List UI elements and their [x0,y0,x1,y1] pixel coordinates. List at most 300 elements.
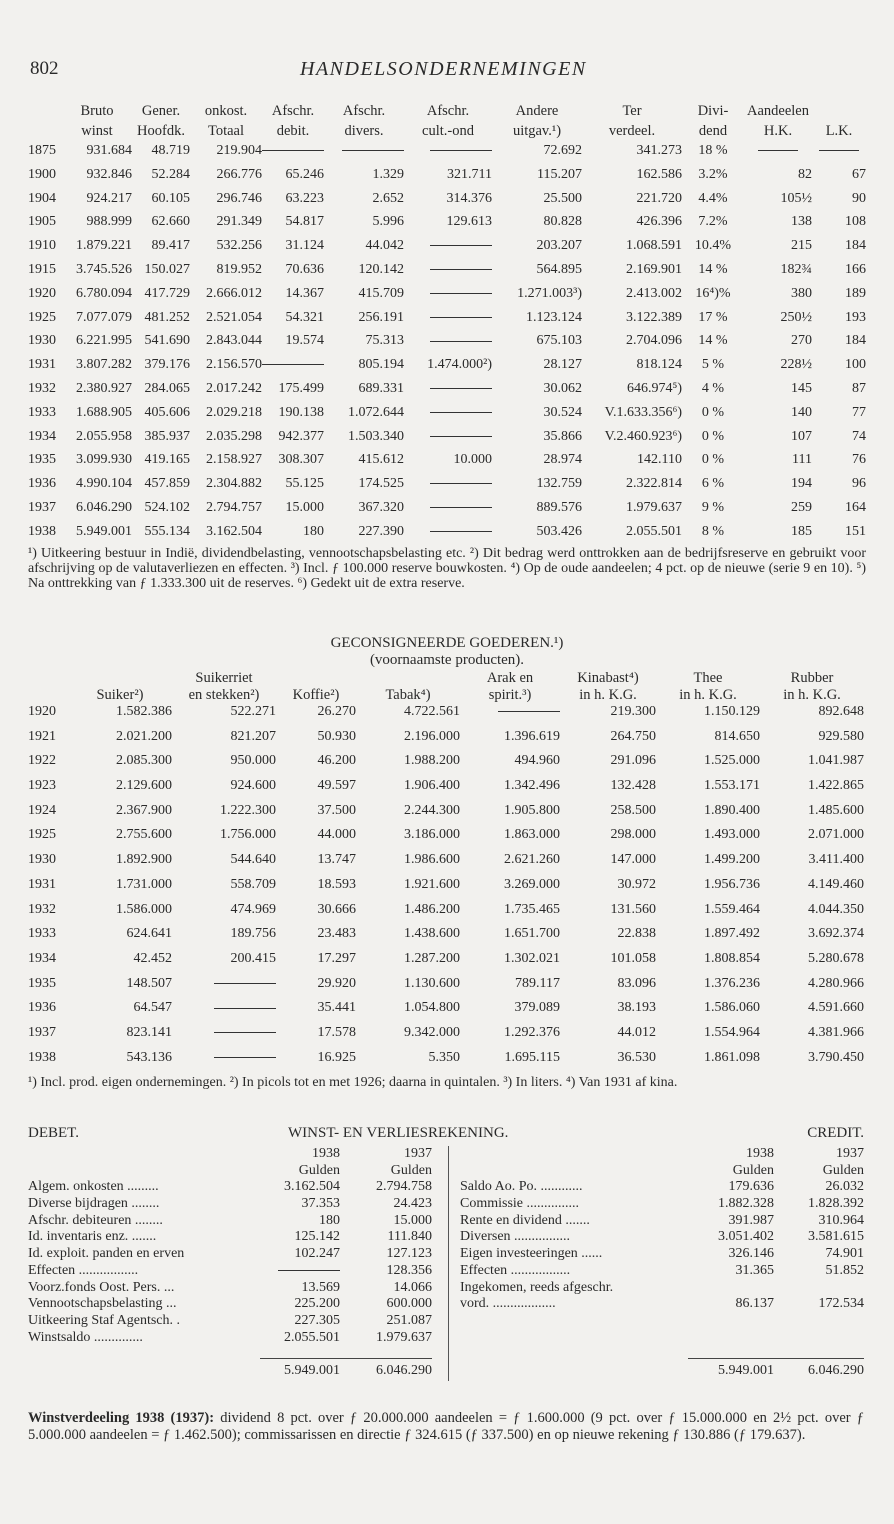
debet-amount-1938: 13.569 [301,1279,340,1295]
table-cell: 532.256 [216,238,262,254]
table-cell: 821.207 [230,728,276,744]
table-cell: 1.503.340 [348,428,404,444]
dash-rule [430,269,492,270]
column-header: Thee [693,670,723,686]
column-header: en stekken²) [188,687,260,703]
debet-item-label: Afschr. debiteuren ........ [28,1212,163,1228]
table-cell: 9 % [701,499,725,515]
table-cell: 2.085.300 [116,753,172,769]
spacer-cell [432,1296,460,1313]
table-cell: 2.704.096 [626,333,682,349]
table-row [28,852,864,877]
table-row [28,405,866,429]
credit-item-label: Commissie ............... [460,1196,580,1212]
table-cell [404,238,492,262]
dash-rule [430,293,492,294]
column-header: Kinabast⁴) [577,670,639,686]
table-cell: 151 [845,523,866,539]
table-cell: 3.2% [698,166,728,182]
table-cell: 258.500 [610,802,656,818]
table-row [28,926,864,951]
column-header: Gener. [141,103,181,119]
table-cell: 924.217 [86,190,132,206]
year-cell: 1920 [28,704,56,719]
table-row [28,1213,864,1230]
table-cell: 2.794.757 [206,499,262,515]
spacer-cell [460,1359,688,1380]
table-cell: 115.207 [537,166,582,182]
table-cell: 823.141 [126,1024,172,1040]
year-header: 1937 [836,1146,864,1161]
table-cell: 481.252 [144,309,190,325]
column-header: in h. K.G. [679,687,737,703]
debet-amount-1938: 227.305 [294,1312,340,1328]
debet-item-label: Diverse bijdragen ........ [28,1196,160,1212]
table-cell: 415.709 [358,285,404,301]
table-cell: 1.329 [372,166,404,182]
table-cell: 6.046.290 [76,499,132,515]
credit-item-label: Saldo Ao. Po. ............ [460,1179,583,1195]
table-cell: 291.096 [610,753,656,769]
consigned-goods-footnotes [28,1075,866,1090]
table-cell: 189 [845,285,866,301]
table-cell: 145 [791,380,812,396]
spacer-cell [28,1163,260,1180]
table-row [28,729,864,754]
table-cell: 17 % [698,309,728,325]
table-cell: 105½ [780,190,812,206]
table-cell: 789.117 [515,975,560,991]
credit-amount-1938: 179.636 [728,1179,774,1195]
table-cell: 1.879.221 [76,238,132,254]
dash-rule [214,1032,276,1033]
table-cell: 31.124 [285,238,324,254]
table-cell: 1.554.964 [704,1024,760,1040]
dash-rule [262,364,324,365]
debet-item-label: Algem. onkosten ......... [28,1179,159,1195]
table-cell: 4.280.966 [808,975,864,991]
credit-amount-1938: 86.137 [735,1296,774,1312]
table-cell: 558.709 [230,876,276,892]
year-cell: 1915 [28,261,56,277]
table-cell: 23.483 [317,926,356,942]
table-cell: 1.474.000²) [427,357,492,373]
table-cell: 50.930 [317,728,356,744]
column-header [812,103,866,123]
table-cell: 2.244.300 [404,802,460,818]
table-cell: 892.648 [818,704,864,719]
table-cell [172,1000,276,1025]
unit-header: Gulden [732,1162,774,1178]
debet-label: DEBET. [28,1125,79,1141]
table-cell: 544.640 [230,852,276,868]
table-cell: 1.586.060 [704,1000,760,1016]
debet-item-label: Vennootschapsbelasting ... [28,1296,177,1312]
table-cell: 1.586.000 [116,901,172,917]
table-cell: 1.905.800 [504,802,560,818]
table-row [28,778,864,803]
table-cell: 379.176 [144,357,190,373]
profit-loss-header [28,1125,864,1145]
table-cell: 44.012 [617,1024,656,1040]
header-row [28,670,864,687]
table-row [28,191,866,215]
debet-item-label: Uitkeering Staf Agentsch. . [28,1312,181,1328]
table-row [28,704,864,729]
table-cell [172,1025,276,1050]
table-cell: 67 [852,166,866,182]
table-row [28,238,866,262]
table-cell: 3.790.450 [808,1049,864,1065]
year-cell: 1933 [28,926,56,942]
credit-item-label: vord. .................. [460,1296,556,1312]
table-cell: 14 % [698,261,728,277]
spacer-cell [432,1280,460,1297]
table-cell: 80.828 [543,214,582,230]
spacer-cell [432,1359,460,1380]
table-cell: 4.990.104 [76,476,132,492]
table-cell [404,310,492,334]
spacer-cell [432,1213,460,1230]
table-cell [404,333,492,357]
table-row [28,1263,864,1280]
table-row [28,524,866,548]
spacer-cell [432,1313,460,1330]
table-cell: 522.271 [230,704,276,719]
table-cell: 1.986.600 [404,852,460,868]
debet-amount-1937: 251.087 [386,1312,432,1328]
table-cell: 3.411.400 [808,852,864,868]
table-cell: 30.972 [617,876,656,892]
credit-item-label: Effecten ................. [460,1262,571,1278]
table-cell [460,704,560,729]
debet-amount-1937: 600.000 [386,1296,432,1312]
table-cell: 1.438.600 [404,926,460,942]
table-cell: 1.735.465 [504,901,560,917]
year-header: 1937 [404,1146,432,1161]
unit-header: Gulden [298,1162,340,1178]
table-cell: 129.613 [446,214,492,230]
table-row [28,476,866,500]
table-cell: 270 [791,333,812,349]
table-cell: 30.666 [317,901,356,917]
column-header: Divi- [697,103,729,119]
profit-distribution [28,1410,864,1444]
column-header: uitgav.¹) [512,123,562,139]
table-cell: 457.859 [144,476,190,492]
table-cell: 2.621.260 [504,852,560,868]
table-cell: 250½ [780,309,812,325]
credit-amount-1938: 3.051.402 [718,1229,774,1245]
credit-amount-1937: 74.901 [825,1246,864,1262]
table-cell: 1.979.637 [626,499,682,515]
table-cell: 162.586 [636,166,682,182]
table-cell: 82 [798,166,812,182]
column-header: verdeel. [608,123,656,139]
year-cell: 1923 [28,778,56,794]
table-cell: 14.367 [285,285,324,301]
table-cell: 1.695.115 [504,1049,560,1065]
table-cell: 543.136 [126,1049,172,1065]
table-cell: 4.149.460 [808,876,864,892]
year-cell: 1920 [28,285,56,301]
debet-amount-1937: 2.794.758 [376,1179,432,1195]
credit-amount-1938: 1.882.328 [718,1196,774,1212]
table-cell: 426.396 [636,214,682,230]
table-cell: 555.134 [144,523,190,539]
dash-rule [430,341,492,342]
table-cell: 298.000 [610,827,656,843]
year-header: 1938 [312,1146,340,1161]
year-cell: 1931 [28,876,56,892]
table-cell: 4.722.561 [404,704,460,719]
credit-amount-1937: 310.964 [818,1212,864,1228]
debet-amount-1937: 128.356 [386,1262,432,1278]
table-cell: 284.065 [144,380,190,396]
column-header: Rubber [790,670,834,686]
year-cell: 1930 [28,333,56,349]
table-cell: 3.186.000 [404,827,460,843]
table-cell: 7.077.079 [76,309,132,325]
table-cell: 6.780.094 [76,285,132,301]
table-cell: 988.999 [86,214,132,230]
table-cell: 3.099.930 [76,452,132,468]
table-row [28,1196,864,1213]
table-cell: 646.974⁵) [626,380,682,396]
table-cell: 417.729 [144,285,190,301]
table-cell: 180 [303,523,324,539]
debet-item-label: Winstsaldo .............. [28,1329,143,1345]
table-row [28,1246,864,1263]
column-header: spirit.³) [488,687,532,703]
table-cell: 385.937 [144,428,190,444]
table-cell: 6 % [701,476,725,492]
column-header [28,670,68,687]
table-cell: 1.130.600 [404,975,460,991]
table-cell: 44.042 [365,238,404,254]
table-cell: 1.302.021 [504,950,560,966]
table-cell: 138 [791,214,812,230]
table-cell: 0 % [701,404,725,420]
table-cell: 60.105 [151,190,190,206]
table-cell: 75.313 [365,333,404,349]
table-cell: 28.974 [543,452,582,468]
footnote: ¹) Uitkeering bestuur in Indië, dividendbelasting, vennootschapsbelasting etc. ²) Dit bedrag werd onttrokken aan de bedrijfsreserve en gebruikt voor afschrijving op de valutaverliezen en effecten. ³) Incl. ƒ 100.000 reserve bouwkosten. ⁴) Op de oude aandeelen; 4 pct. op de nieuwe (serie 9 en 10). ⁵) Na onttrekking van ƒ 1.333.300 uit de reserves. ⁶) Gedekt uit de extra reserve. [28,546,866,591]
table-cell: 2.413.002 [626,285,682,301]
table-row [28,1163,864,1180]
table-cell: 1.222.300 [220,802,276,818]
credit-amount-1938: 326.146 [728,1246,774,1262]
table-cell: 3.745.526 [76,261,132,277]
table-cell: 175.499 [278,380,324,396]
column-header [276,670,356,687]
year-cell: 1936 [28,1000,56,1016]
debet-amount-1938: 225.200 [294,1296,340,1312]
spacer-cell [432,1179,460,1196]
table-row [28,1296,864,1313]
table-cell: 924.600 [230,778,276,794]
table-row [28,902,864,927]
credit-amount-1937 [774,1280,864,1297]
profit-loss-table [28,1146,864,1380]
table-cell [262,143,324,167]
consigned-goods-title: GECONSIGNEERDE GOEDEREN.¹) [330,635,564,651]
table-cell: 2.322.814 [626,476,682,492]
table-cell: 314.376 [446,190,492,206]
table-cell: 675.103 [536,333,582,349]
table-cell: 48.719 [151,143,190,158]
table-row [28,429,866,453]
table-cell: 2.029.218 [206,404,262,420]
consigned-goods-subtitle: (voornaamste producten). [369,652,525,668]
table-cell [172,976,276,1001]
credit-amount-1937: 26.032 [825,1179,864,1195]
table-cell: 1.897.492 [704,926,760,942]
column-header: Ter [622,103,642,119]
table-cell: 193 [845,309,866,325]
table-cell: 341.273 [636,143,682,158]
year-header: 1938 [746,1146,774,1161]
table-cell: 1.582.386 [116,704,172,719]
year-cell: 1934 [28,428,56,444]
table-cell: 889.576 [536,499,582,515]
table-row [28,214,866,238]
table-cell: 624.641 [126,926,172,942]
dash-rule [342,150,404,151]
table-cell: 184 [845,333,866,349]
table-row [28,1000,864,1025]
table-cell: 37.500 [317,802,356,818]
spacer-cell [432,1146,460,1163]
year-cell: 1937 [28,1024,56,1040]
spacer-row [28,1346,864,1359]
table-row [28,1280,864,1297]
credit-amount-1937: 172.534 [818,1296,864,1312]
table-cell: 1.553.171 [704,778,760,794]
table-cell: 1.342.496 [504,778,560,794]
table-cell: 219.300 [610,704,656,719]
profit-distribution-label: Winstverdeeling 1938 (1937): [28,1410,215,1426]
spacer-cell [432,1229,460,1246]
spacer-cell [774,1330,864,1347]
table-cell: 101.058 [610,950,656,966]
consigned-goods-table [28,670,864,1074]
table-cell: 1.756.000 [220,827,276,843]
table-cell: V.2.460.923⁶) [604,428,682,444]
table-cell: 74 [852,428,866,444]
table-cell: 1.072.644 [348,404,404,420]
column-header: Arak en [486,670,534,686]
table-cell [262,357,324,381]
table-row [28,310,866,334]
year-cell: 1925 [28,309,56,325]
table-cell: 1.287.200 [404,950,460,966]
column-header [356,670,460,687]
table-cell: 194 [791,476,812,492]
table-cell: 14 % [698,333,728,349]
unit-header: Gulden [390,1162,432,1178]
year-cell: 1900 [28,166,56,182]
table-cell: 2.196.000 [404,728,460,744]
spacer-cell [460,1146,688,1163]
column-header: Afschr. [426,103,470,119]
table-cell: 1.956.736 [704,876,760,892]
spacer-cell [688,1313,774,1330]
table-cell: 228½ [780,357,812,373]
table-cell: 564.895 [536,261,582,277]
year-cell: 1933 [28,404,56,420]
table-cell: 3.122.389 [626,309,682,325]
unit-header: Gulden [822,1162,864,1178]
table-cell: 4.381.966 [808,1024,864,1040]
year-cell: 1932 [28,901,56,917]
debet-item-label: Voorz.fonds Oost. Pers. ... [28,1279,175,1295]
debet-total-1938: 5.949.001 [260,1359,340,1380]
table-cell: 259 [791,499,812,515]
dash-rule [430,150,492,151]
spacer-cell [460,1330,688,1347]
column-header: Aandeelen [747,103,809,119]
table-cell: 5.350 [428,1049,460,1065]
table-cell: 2.169.901 [626,261,682,277]
column-header: Hoofdk. [137,123,185,139]
dash-rule [819,150,859,151]
spacer-cell [774,1313,864,1330]
table-row [28,1313,864,1330]
table-cell: 29.920 [317,975,356,991]
table-row [28,1179,864,1196]
table-cell: 54.321 [285,309,324,325]
year-cell: 1924 [28,802,56,818]
column-header: winst [81,123,113,139]
spacer-cell [432,1263,460,1280]
dash-rule [430,317,492,318]
debet-amount-1937: 111.840 [387,1229,432,1245]
year-cell: 1931 [28,357,56,373]
table-cell: 90 [852,190,866,206]
year-cell: 1905 [28,214,56,230]
table-cell: 1.808.854 [704,950,760,966]
table-cell: 16.925 [317,1049,356,1065]
table-row [28,827,864,852]
column-header [28,687,68,704]
table-cell: 1.890.400 [704,802,760,818]
dash-rule [430,507,492,508]
credit-label: CREDIT. [807,1125,864,1141]
debet-amount-1937: 1.979.637 [376,1329,432,1345]
table-cell: 77 [852,404,866,420]
table-cell: 3.269.000 [504,876,560,892]
table-cell: 1.485.600 [808,802,864,818]
year-cell: 1934 [28,950,56,966]
table-cell [404,381,492,405]
spacer-cell [432,1163,460,1180]
table-cell: 2.055.501 [626,523,682,539]
table-cell: 107 [791,428,812,444]
table-cell: 182¾ [780,261,812,277]
table-row [28,167,866,191]
table-cell: 2.666.012 [206,285,262,301]
table-cell [404,500,492,524]
header-row [28,687,864,704]
credit-item-label: Diversen ................ [460,1229,571,1245]
table-cell: 35.866 [543,428,582,444]
table-cell: 1.863.000 [504,827,560,843]
table-cell: 164 [845,499,866,515]
table-cell: 8 % [701,523,725,539]
table-cell: 221.720 [636,190,682,206]
debet-amount-1937: 15.000 [393,1212,432,1228]
